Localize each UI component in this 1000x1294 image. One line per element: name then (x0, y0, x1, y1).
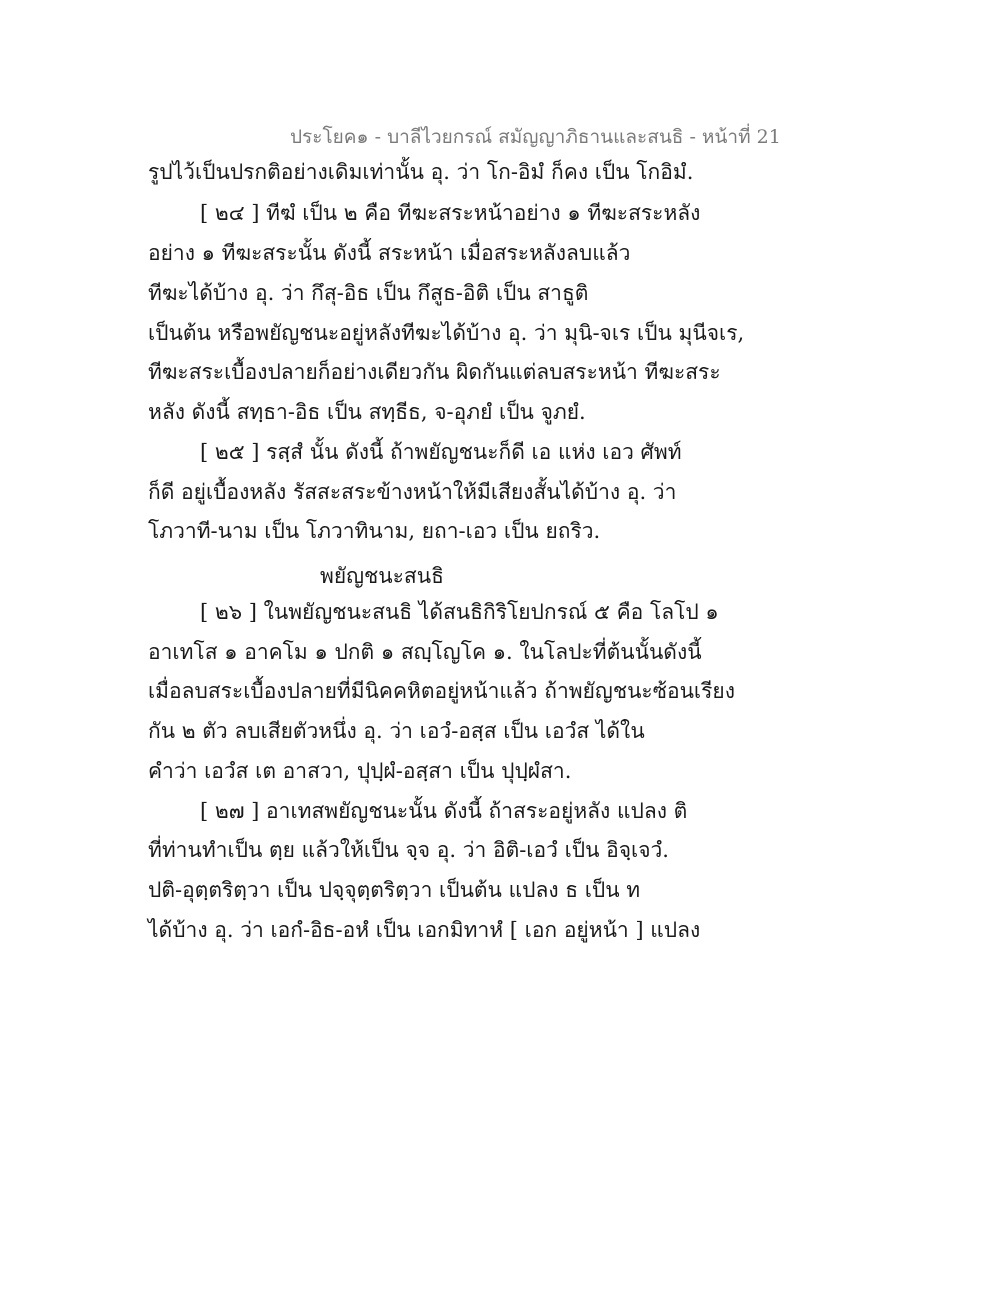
body-line: [ ๒๕ ] รสฺสํ นั้น ดังนี้ ถ้าพยัญชนะก็ดี เอ แห่ง เอว ศัพท์ (200, 440, 682, 464)
body-line: คำว่า เอวํส เต อาสวา, ปุปฺผํ-อสฺสา เป็น ปุปฺผํสา. (148, 759, 572, 783)
body-line: ที่ท่านทำเป็น ตฺย แล้วให้เป็น จฺจ อุ. ว่า อิติ-เอวํ เป็น อิจฺเจวํ. (148, 838, 669, 862)
body-line: กัน ๒ ตัว ลบเสียตัวหนึ่ง อุ. ว่า เอวํ-อสฺส เป็น เอวํส ได้ใน (148, 719, 645, 743)
body-line: เป็นต้น หรือพยัญชนะอยู่หลังทีฆะได้บ้าง อุ. ว่า มุนิ-จเร เป็น มุนีจเร, (148, 321, 745, 345)
body-line: รูปไว้เป็นปรกติอย่างเดิมเท่านั้น อุ. ว่า โก-อิมํ ก็คง เป็น โกอิมํ. (148, 160, 694, 184)
body-line: เมื่อลบสระเบื้องปลายที่มีนิคคหิตอยู่หน้าแล้ว ถ้าพยัญชนะซ้อนเรียง (148, 679, 735, 703)
body-line: โภวาที-นาม เป็น โภวาทินาม, ยถา-เอว เป็น ยถริว. (148, 519, 601, 543)
body-line: [ ๒๖ ] ในพยัญชนะสนธิ ได้สนธิกิริโยปกรณ์ ๕ คือ โลโป ๑ (200, 600, 719, 624)
body-line: [ ๒๗ ] อาเทสพยัญชนะนั้น ดังนี้ ถ้าสระอยู่หลัง แปลง ติ (200, 799, 688, 823)
section-heading: พยัญชนะสนธิ (320, 564, 444, 588)
body-line: ก็ดี อยู่เบื้องหลัง รัสสะสระข้างหน้าให้มีเสียงสั้นได้บ้าง อุ. ว่า (148, 480, 677, 504)
body-line: [ ๒๔ ] ทีฆํ เป็น ๒ คือ ทีฆะสระหน้าอย่าง ๑ ทีฆะสระหลัง (200, 201, 701, 225)
body-line: ทีฆะได้บ้าง อุ. ว่า กึสุ-อิธ เป็น กึสูธ-อิติ เป็น สาธูติ (148, 281, 589, 305)
body-line: ได้บ้าง อุ. ว่า เอกํ-อิธ-อหํ เป็น เอกมิทาหํ [ เอก อยู่หน้า ] แปลง (148, 918, 701, 942)
body-line: อย่าง ๑ ทีฆะสระนั้น ดังนี้ สระหน้า เมื่อสระหลังลบแล้ว (148, 241, 631, 265)
running-header: ประโยค๑ - บาลีไวยกรณ์ สมัญญาภิธานและสนธิ - หน้าที่ 21 (290, 126, 781, 148)
body-line: อาเทโส ๑ อาคโม ๑ ปกติ ๑ สญฺโญโค ๑. ในโลปะที่ต้นนั้นดังนี้ (148, 640, 702, 664)
body-line: ทีฆะสระเบื้องปลายก็อย่างเดียวกัน ผิดกันแต่ลบสระหน้า ทีฆะสระ (148, 360, 721, 384)
body-line: ปติ-อุตฺตริตฺวา เป็น ปจฺจุตฺตริตฺวา เป็นต้น แปลง ธ เป็น ท (148, 878, 641, 902)
body-line: หลัง ดังนี้ สทฺธา-อิธ เป็น สทฺธีธ, จ-อุภยํ เป็น จูภยํ. (148, 400, 586, 424)
